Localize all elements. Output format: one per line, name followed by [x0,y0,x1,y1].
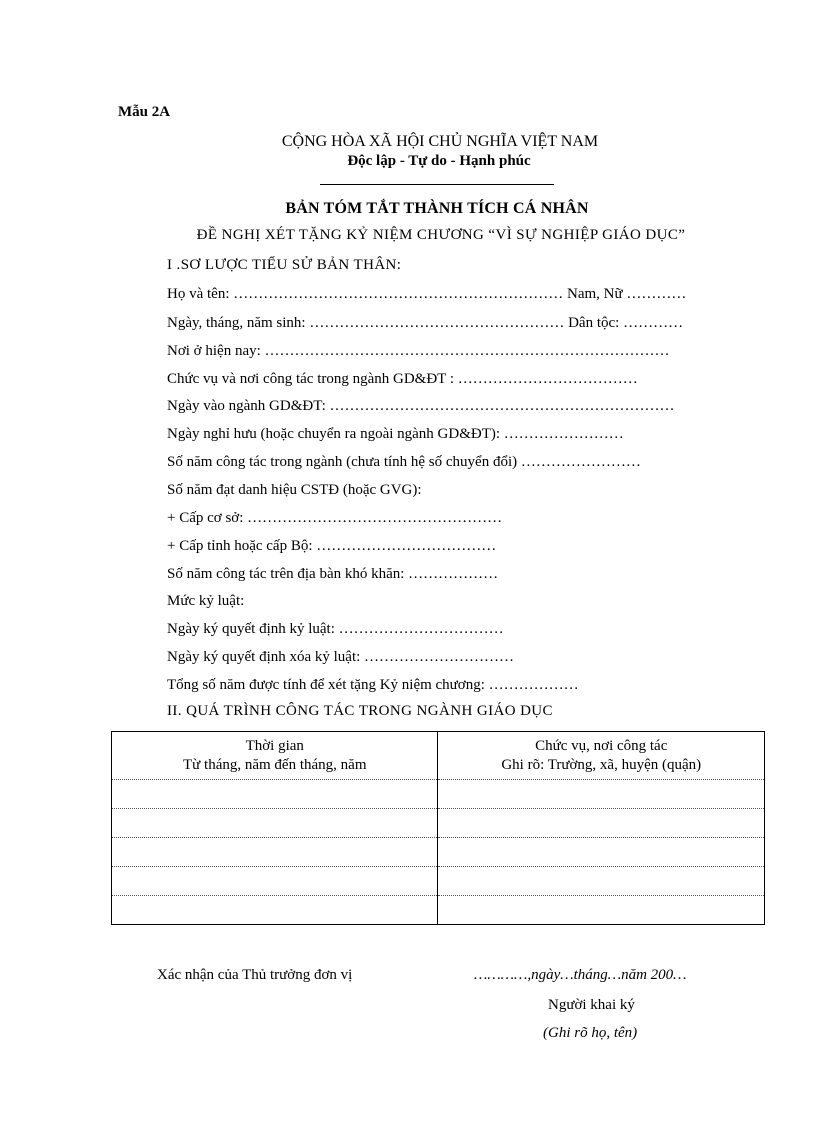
signature-note: (Ghi rõ họ, tên) [543,1025,638,1041]
field-province-level: + Cấp tỉnh hoặc cấp Bộ: ……………………………… [167,538,497,554]
field-discipline-date: Ngày ký quyết định kỷ luật: …………………………… [167,621,504,637]
field-hardship-years: Số năm công tác trên địa bàn khó khăn: ……………… [167,566,499,582]
field-discipline: Mức kỷ luật: [167,593,245,609]
table-cell[interactable] [438,809,765,838]
table-cell[interactable] [438,896,765,925]
table-row [112,896,765,925]
document-title: BẢN TÓM TẮT THÀNH TÍCH CÁ NHÂN [285,200,589,217]
column-header-time-title: Thời gian [245,737,304,754]
table-cell[interactable] [112,867,438,896]
table-cell[interactable] [438,780,765,809]
column-header-position [438,732,765,780]
motto-underline [320,184,554,185]
table-row [112,838,765,867]
field-total-years: Tổng số năm được tính để xét tặng Kỷ niệm chương: ……………… [167,677,579,693]
field-position: Chức vụ và nơi công tác trong ngành GD&ĐT : ……………………………… [167,371,638,387]
field-retirement-date: Ngày nghỉ hưu (hoặc chuyển ra ngoài ngành GD&ĐT): …………………… [167,426,624,442]
national-motto: Độc lập - Tự do - Hạnh phúc [347,153,531,169]
section-2-heading: II. QUÁ TRÌNH CÔNG TÁC TRONG NGÀNH GIÁO DỤC [167,703,553,719]
field-emulation-years: Số năm đạt danh hiệu CSTĐ (hoặc GVG): [167,482,422,498]
field-full-name: Họ và tên: ………………………………………………………… Nam, Nữ ………… [167,286,687,302]
table-header-row [112,732,765,780]
table-row [112,867,765,896]
table-cell[interactable] [438,838,765,867]
column-header-position-detail: Ghi rõ: Trường, xã, huyện (quận) [501,756,702,773]
table-row [112,809,765,838]
field-birth-date: Ngày, tháng, năm sinh: …………………………………………… Dân tộc: ………… [167,315,684,331]
document-subtitle: ĐỀ NGHỊ XÉT TẶNG KỶ NIỆM CHƯƠNG “VÌ SỰ NGHIỆP GIÁO DỤC” [196,227,686,243]
field-base-level: + Cấp cơ sở: …………………………………………… [167,510,503,526]
table-cell[interactable] [112,896,438,925]
unit-head-confirmation: Xác nhận của Thủ trưởng đơn vị [157,967,353,983]
table-cell[interactable] [112,809,438,838]
declarant-signature-label: Người khai ký [548,997,635,1013]
table-cell[interactable] [112,838,438,867]
section-1-heading: I .SƠ LƯỢC TIỂU SỬ BẢN THÂN: [167,257,402,273]
column-header-time [112,732,438,780]
form-code: Mẫu 2A [118,104,171,120]
date-line: …………,ngày…tháng…năm 200… [474,967,687,983]
table-row [112,780,765,809]
column-header-position-title: Chức vụ, nơi công tác [535,737,668,754]
field-years-of-service: Số năm công tác trong ngành (chưa tính hệ số chuyển đổi) …………………… [167,454,641,470]
country-name: CỘNG HÒA XÃ HỘI CHỦ NGHĨA VIỆT NAM [281,133,599,150]
field-residence: Nơi ở hiện nay: ……………………………………………………………………… [167,343,670,359]
table-cell[interactable] [438,867,765,896]
work-history-table [111,731,765,925]
column-header-time-detail: Từ tháng, năm đến tháng, năm [182,756,367,773]
table-cell[interactable] [112,780,438,809]
field-discipline-removal-date: Ngày ký quyết định xóa kỷ luật: ………………………… [167,649,515,665]
field-start-date: Ngày vào ngành GD&ĐT: …………………………………………………………… [167,398,675,414]
